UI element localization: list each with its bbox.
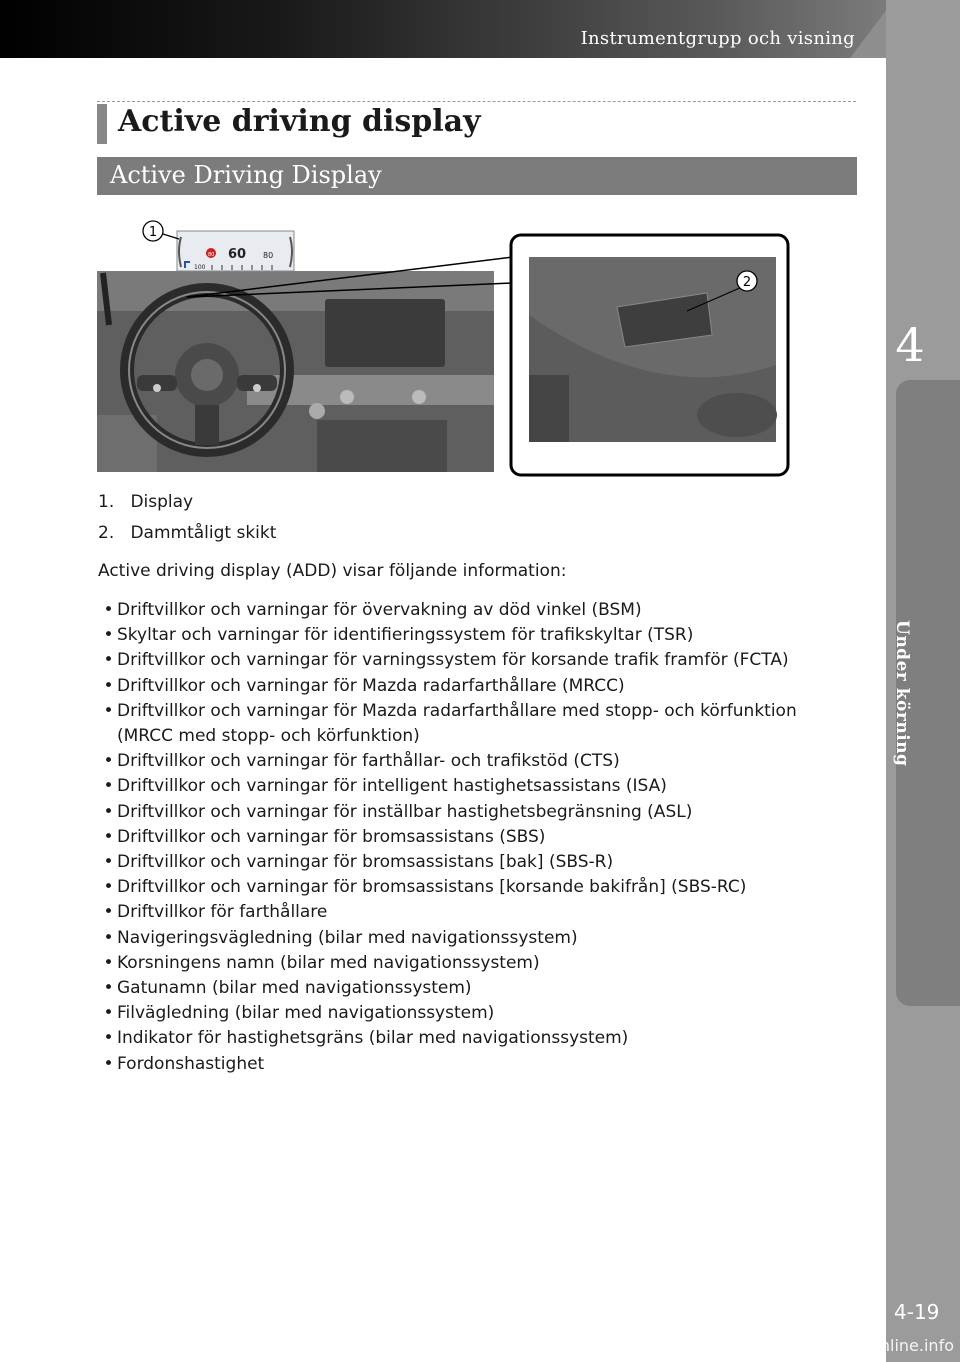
callout-legend-number: 1. <box>98 492 115 512</box>
heading-rule <box>97 101 856 102</box>
hud-distance: 100 <box>194 264 206 271</box>
subsection-title: Active Driving Display <box>110 161 382 189</box>
list-item-continuation: (MRCC med stopp- och körfunktion) <box>117 726 420 747</box>
list-item: • Indikator för hastighetsgräns (bilar med navigationssystem) <box>103 1028 629 1049</box>
callout-legend-number: 2. <box>98 523 115 543</box>
list-item: • Skyltar och varningar för identifieringssystem för trafikskyltar (TSR) <box>103 625 694 646</box>
callout-legend-item <box>98 523 276 554</box>
watermark: carmanualsonline.info <box>776 1336 954 1355</box>
list-item: • Korsningens namn (bilar med navigationssystem) <box>103 952 540 973</box>
list-item: • Gatunamn (bilar med navigationssystem) <box>103 978 472 999</box>
chapter-name: Under körning <box>892 620 912 767</box>
list-item: • Driftvillkor och varningar för bromsassistans [korsande bakifrån] (SBS-RC) <box>103 877 747 898</box>
list-item: • Driftvillkor och varningar för inställbar hastighetsbegränsning (ASL) <box>103 801 693 822</box>
hud-speed: 60 <box>228 247 247 262</box>
callout-legend-item <box>98 492 276 523</box>
list-item: • Driftvillkor och varningar för intelligent hastighetsassistans (ISA) <box>103 776 667 797</box>
list-item: • Fordonshastighet <box>103 1053 265 1074</box>
callout-legend-label: Dammtåligt skikt <box>130 523 277 543</box>
section-title: Active driving display <box>118 104 481 139</box>
hud-sign: 80 <box>208 252 215 258</box>
intro-paragraph: Active driving display (ADD) visar följande information: <box>98 561 567 581</box>
callout-1: 1 <box>148 225 158 240</box>
callout-legend <box>98 492 276 554</box>
list-item: • Driftvillkor och varningar för bromsassistans (SBS) <box>103 826 546 847</box>
list-item: • Filvägledning (bilar med navigationssystem) <box>103 1003 495 1024</box>
dashboard-illustration <box>97 215 797 480</box>
dashboard-figure <box>97 215 797 480</box>
header-title: Instrumentgrupp och visning <box>580 28 855 49</box>
callout-2: 2 <box>742 275 752 290</box>
feature-list <box>100 598 880 1077</box>
list-item: • Driftvillkor och varningar för övervakning av död vinkel (BSM) <box>103 600 642 620</box>
list-item: • Driftvillkor och varningar för Mazda radarfarthållare med stopp- och körfunktion <box>103 700 797 721</box>
list-item: • Driftvillkor och varningar för Mazda radarfarthållare (MRCC) <box>103 675 625 696</box>
chapter-number: 4 <box>895 318 925 372</box>
callout-legend-label: Display <box>130 492 194 512</box>
hud-limit: 80 <box>263 251 274 260</box>
list-item: • Driftvillkor och varningar för farthållar- och trafikstöd (CTS) <box>103 751 620 772</box>
page-number: 4-19 <box>894 1300 940 1324</box>
list-item: • Driftvillkor för farthållare <box>103 902 328 923</box>
list-item: • Navigeringsvägledning (bilar med navigationssystem) <box>103 927 578 948</box>
heading-marker <box>97 104 107 144</box>
list-item: • Driftvillkor och varningar för bromsassistans [bak] (SBS-R) <box>103 852 614 873</box>
list-item: • Driftvillkor och varningar för varningssystem för korsande trafik framför (FCTA) <box>103 650 789 671</box>
